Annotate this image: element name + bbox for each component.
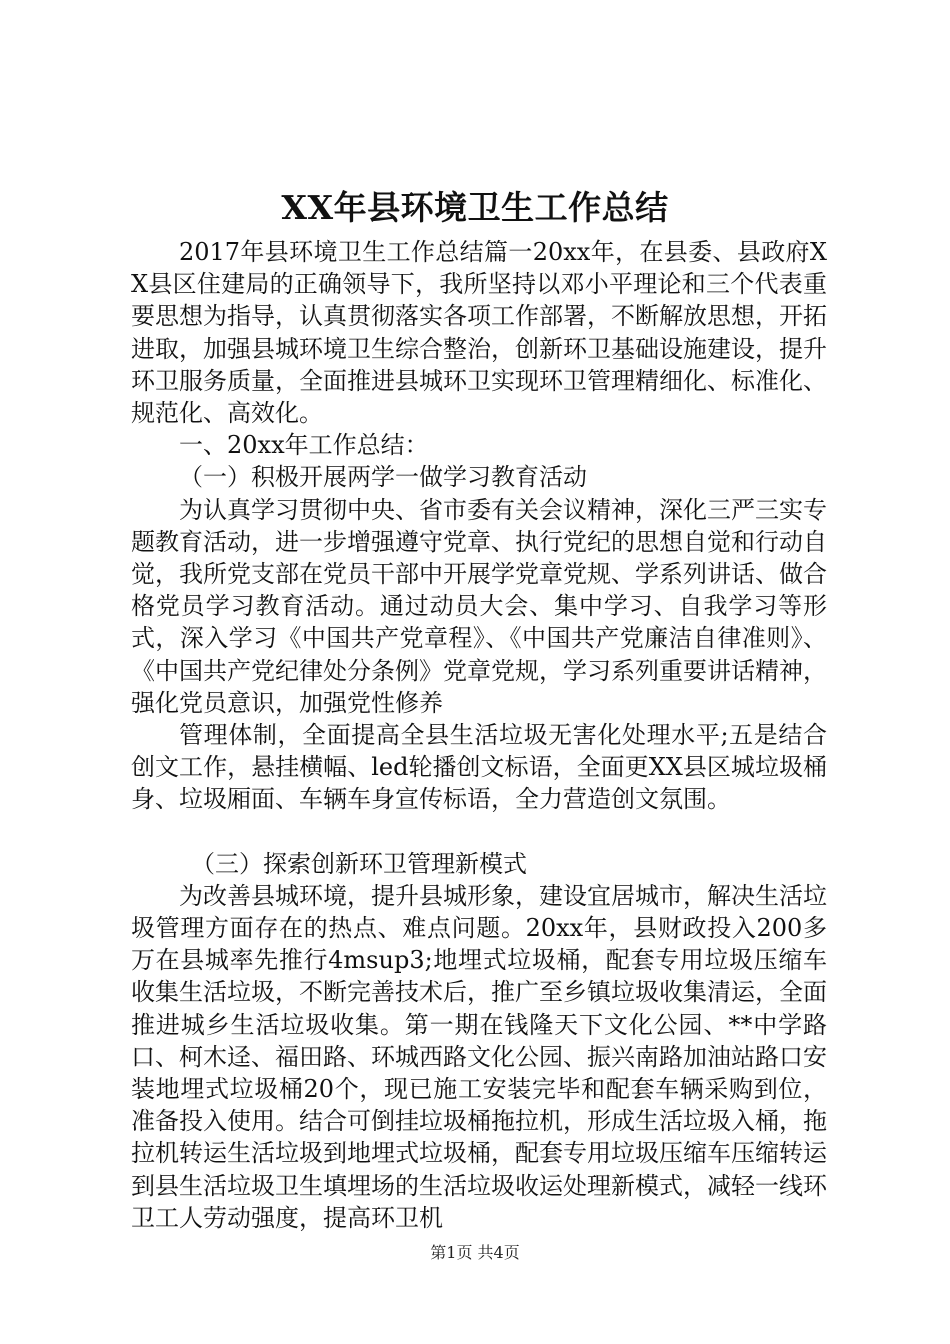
paragraph-management: 管理体制，全面提高全县生活垃圾无害化处理水平;五是结合创文工作，悬挂横幅、led轮播创文标语，全面更XX县区城垃圾桶身、垃圾厢面、车辆车身宣传标语，全力营造创文氛围。 [131, 721, 827, 814]
subsection-heading-3: （三）探索创新环卫管理新模式 [191, 849, 527, 878]
subsection-heading-1: （一）积极开展两学一做学习教育活动 [179, 463, 587, 492]
paragraph-intro: 2017年县环境卫生工作总结篇一20xx年，在县委、县政府XX县区住建局的正确领导下，我所坚持以邓小平理论和三个代表重要思想为指导，认真贯彻落实各项工作部署，不断解放思想，开拓进取，加强县城环境卫生综合整治，创新环卫基础设施建设，提升环卫服务质量，全面推进县城环卫实现环卫管理精细化、标准化、规范化、高效化。 [131, 238, 827, 428]
page-title: XX年县环境卫生工作总结 [281, 188, 669, 227]
page-number: 第1页 共4页 [430, 1243, 520, 1262]
section-heading-1: 一、20xx年工作总结： [179, 431, 429, 460]
paragraph-innovation: 为改善县城环境，提升县城形象，建设宜居城市，解决生活垃圾管理方面存在的热点、难点问题。20xx年，县财政投入200多万在县城率先推行4msup3;地埋式垃圾桶，配套专用垃圾压缩车收集生活垃圾，不断完善技术后，推广至乡镇垃圾收集清运，全面推进城乡生活垃圾收集。第一期在钱隆天下文化公园、**中学路口、柯木迳、福田路、环城西路文化公园、振兴南路加油站路口安装地埋式垃圾桶20个，现已施工安装完毕和配套车辆采购到位，准备投入使用。结合可倒挂垃圾桶拖拉机，形成生活垃圾入桶，拖拉机转运生活垃圾到地埋式垃圾桶，配套专用垃圾压缩车压缩转运到县生活垃圾卫生填埋场的生活垃圾收运处理新模式，减轻一线环卫工人劳动强度，提高环卫机 [131, 881, 827, 1232]
paragraph-gap [131, 816, 827, 848]
document-body [131, 236, 827, 1234]
paragraph-study: 为认真学习贯彻中央、省市委有关会议精神，深化三严三实专题教育活动，进一步增强遵守党章、执行党纪的思想自觉和行动自觉，我所党支部在党员干部中开展学党章党规、学系列讲话、做合格党员学习教育活动。通过动员大会、集中学习、自我学习等形式，深入学习《中国共产党章程》、《中国共产党廉洁自律准则》、《中国共产党纪律处分条例》党章党规，学习系列重要讲话精神，强化党员意识，加强党性修养 [131, 495, 827, 717]
